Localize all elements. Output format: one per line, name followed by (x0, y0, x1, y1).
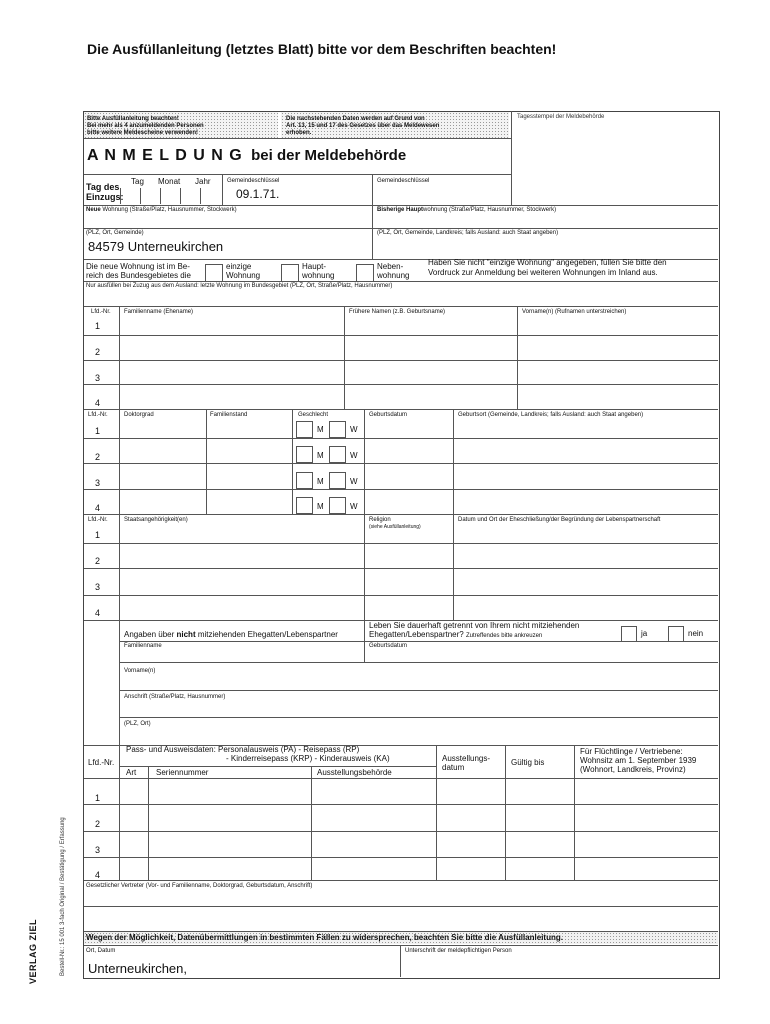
gemeindeschluessel-1: Gemeindeschlüssel (227, 178, 280, 184)
p2-r4-w: W (350, 502, 358, 511)
pass-row-4: 4 (95, 870, 101, 880)
p2-header-doktorgrad: Doktorgrad (124, 412, 154, 418)
p1-row-2: 2 (95, 347, 101, 357)
opt-einzige-1: einzige (226, 262, 252, 271)
pass-fluechtlinge-3: (Wohnort, Landkreis, Provinz) (580, 765, 686, 774)
p2-r4-m: M (317, 502, 324, 511)
pass-title-2: - Kinderreisepass (KRP) - Kinderausweis (KA) (226, 754, 390, 763)
p2-header-geburtsort: Geburtsort (Gemeinde, Landkreis; falls Ausland: auch Staat angeben) (458, 412, 644, 418)
p3-header-lfd: Lfd.-Nr. (88, 517, 108, 523)
legal-rep-label: Gesetzlicher Vertreter (Vor- und Familienname, Doktorgrad, Geburtsdatum, Anschrift) (86, 883, 313, 889)
spouse-ja-box[interactable] (621, 626, 637, 642)
pass-behoerde: Ausstellungsbehörde (317, 768, 392, 777)
pass-row-1: 1 (95, 793, 101, 803)
opt-neben-2: wohnung (377, 271, 410, 280)
pass-art: Art (126, 768, 137, 777)
p3-header-religion: Religion (369, 517, 391, 523)
pass-gueltig: Gültig bis (511, 758, 545, 767)
checkbox-neben[interactable] (356, 264, 374, 282)
p3-row-3: 3 (95, 582, 101, 592)
p2-r3-w: W (350, 477, 358, 486)
pass-fluechtlinge-2: Wohnsitz am 1. September 1939 (580, 756, 697, 765)
p2-header-lfd: Lfd.-Nr. (88, 412, 108, 418)
p2-header-geburtsdatum: Geburtsdatum (369, 412, 408, 418)
spouse-heading: Angaben über nicht mitziehenden Ehegatten/Lebenspartner (124, 630, 338, 639)
move-in-label-2: Einzugs: (86, 192, 124, 202)
dwelling-note-1: Haben Sie nicht "einzige Wohnung" angegeben, füllen Sie bitte den (428, 258, 667, 267)
pass-ausstellungsdatum-2: datum (442, 763, 465, 772)
opt-einzige-2: Wohnung (226, 271, 261, 280)
dwelling-question-2: reich des Bundesgebietes die (86, 271, 191, 280)
pass-seriennummer: Seriennummer (156, 768, 209, 777)
stamp-label: Tagesstempel der Meldebehörde (517, 114, 605, 120)
p1-header-fruehere: Frühere Namen (z.B. Geburtsname) (349, 309, 446, 315)
p1-header-familienname: Familienname (Ehename) (124, 309, 194, 315)
p2-r4-w-box[interactable] (329, 497, 346, 514)
p1-header-vornamen: Vorname(n) (Rufnamen unterstreichen) (522, 309, 627, 315)
spouse-plz-ort: (PLZ, Ort) (124, 721, 151, 727)
p1-header-lfd: Lfd.-Nr. (91, 309, 111, 315)
spouse-anschrift: Anschrift (Straße/Platz, Hausnummer) (124, 694, 226, 700)
objection-note: Wegen der Möglichkeit, Datenübermittlungen in bestimmten Fällen zu widersprechen, beachten Sie bitte die Ausfüllanleitung. (86, 933, 563, 942)
dwelling-note-2: Vordruck zur Anmeldung bei weiteren Wohnungen im Inland aus. (428, 268, 658, 277)
ort-datum-label: Ort, Datum (86, 948, 116, 954)
p2-r4-m-box[interactable] (296, 497, 313, 514)
spouse-nein: nein (688, 629, 704, 638)
spouse-vornamen: Vorname(n) (124, 668, 156, 674)
opt-haupt-2: wohnung (302, 271, 335, 280)
opt-neben-1: Neben- (377, 262, 404, 271)
tag-label: Tag (131, 177, 144, 186)
spouse-question-1: Leben Sie dauerhaft getrennt von Ihrem nicht mitziehenden (369, 621, 580, 630)
p1-row-1: 1 (95, 321, 101, 331)
p2-row-3: 3 (95, 478, 101, 488)
publisher-logo: VERLAG ZIEL (28, 918, 38, 984)
spouse-question-2: Ehegatten/Lebenspartner? Zutreffendes bitte ankreuzen (369, 630, 543, 639)
p2-row-4: 4 (95, 503, 101, 513)
note-middle-1: Die nachstehenden Daten werden auf Grund von (286, 116, 425, 122)
dwelling-question-1: Die neue Wohnung ist im Be- (86, 262, 190, 271)
p3-religion-sub: (siehe Ausfüllanleitung) (369, 524, 421, 530)
opt-haupt-1: Haupt- (302, 262, 327, 271)
p2-r2-w: W (350, 451, 358, 460)
p3-header-ehe: Datum und Ort der Eheschließung/der Begründung der Lebenspartnerschaft (458, 517, 661, 523)
note-middle-2: Art. 13, 15 und 17 des Gesetzes über das Meldewesen (286, 123, 440, 129)
new-address-label: Neue Wohnung (Straße/Platz, Hausnummer, Stockwerk) (86, 207, 237, 213)
spouse-ja: ja (641, 629, 648, 638)
pass-row-3: 3 (95, 845, 101, 855)
checkbox-haupt[interactable] (281, 264, 299, 282)
note-left-2: Bei mehr als 4 anzumeldenden Personen (87, 123, 204, 129)
ort-value[interactable]: Unterneukirchen, (88, 961, 187, 976)
pass-title-1: Pass- und Ausweisdaten: Personalausweis (PA) - Reisepass (RP) (126, 745, 360, 754)
p3-row-4: 4 (95, 608, 101, 618)
p2-r2-m-box[interactable] (296, 446, 313, 463)
p2-r3-m-box[interactable] (296, 472, 313, 489)
prev-plz-label: (PLZ, Ort, Gemeinde, Landkreis; falls Ausland: auch Staat angeben) (377, 230, 559, 236)
spouse-geburtsdatum: Geburtsdatum (369, 643, 408, 649)
p2-header-geschlecht: Geschlecht (298, 412, 329, 418)
move-in-date-value[interactable]: 09.1.71. (236, 187, 280, 201)
p2-row-1: 1 (95, 426, 101, 436)
note-left-1: Bitte Ausfüllanleitung beachten! (87, 116, 179, 122)
checkbox-einzige[interactable] (205, 264, 223, 282)
p2-r1-w: W (350, 425, 358, 434)
signature-label: Unterschrift der meldepflichtigen Person (405, 948, 512, 954)
plz-value[interactable]: 84579 Unterneukirchen (88, 239, 224, 254)
p1-row-3: 3 (95, 373, 101, 383)
abroad-label: Nur ausfüllen bei Zuzug aus dem Ausland: letzte Wohnung im Bundesgebiet (PLZ, Ort, Straße/Platz, Hausnummer) (86, 283, 393, 289)
plz-label: (PLZ, Ort, Gemeinde) (86, 230, 144, 236)
pass-lfd: Lfd.-Nr. (88, 758, 115, 767)
p1-row-4: 4 (95, 398, 101, 408)
p2-r2-m: M (317, 451, 324, 460)
p3-row-2: 2 (95, 556, 101, 566)
pass-row-2: 2 (95, 819, 101, 829)
p2-r1-w-box[interactable] (329, 421, 346, 438)
gemeindeschluessel-2: Gemeindeschlüssel (377, 178, 430, 184)
spouse-familienname: Familienname (124, 643, 162, 649)
note-middle-3: erhoben. (286, 130, 312, 136)
pass-fluechtlinge-1: Für Flüchtlinge / Vertriebene: (580, 747, 683, 756)
order-number: Bestell-Nr.: 15 001 3-fach Original / Bestätigung / Erfassung (60, 817, 66, 976)
p2-r1-m-box[interactable] (296, 421, 313, 438)
move-in-label-1: Tag des (86, 182, 120, 192)
p2-r3-w-box[interactable] (329, 472, 346, 489)
pass-ausstellungsdatum-1: Ausstellungs- (442, 754, 491, 763)
p2-r1-m: M (317, 425, 324, 434)
spouse-nein-box[interactable] (668, 626, 684, 642)
jahr-label: Jahr (195, 177, 211, 186)
monat-label: Monat (158, 177, 181, 186)
form-title: A N M E L D U N G bei der Meldebehörde (87, 147, 407, 164)
note-left-3: bitte weitere Meldescheine verwenden! (87, 130, 199, 136)
instruction-title: Die Ausfüllanleitung (letztes Blatt) bitte vor dem Beschriften beachten! (87, 41, 557, 57)
p3-header-staat: Staatsangehörigkeit(en) (124, 517, 188, 523)
p2-header-familienstand: Familienstand (210, 412, 248, 418)
p2-r2-w-box[interactable] (329, 446, 346, 463)
p2-row-2: 2 (95, 452, 101, 462)
p3-row-1: 1 (95, 530, 101, 540)
prev-address-label: Bisherige Hauptwohnung (Straße/Platz, Hausnummer, Stockwerk) (377, 207, 557, 213)
p2-r3-m: M (317, 477, 324, 486)
